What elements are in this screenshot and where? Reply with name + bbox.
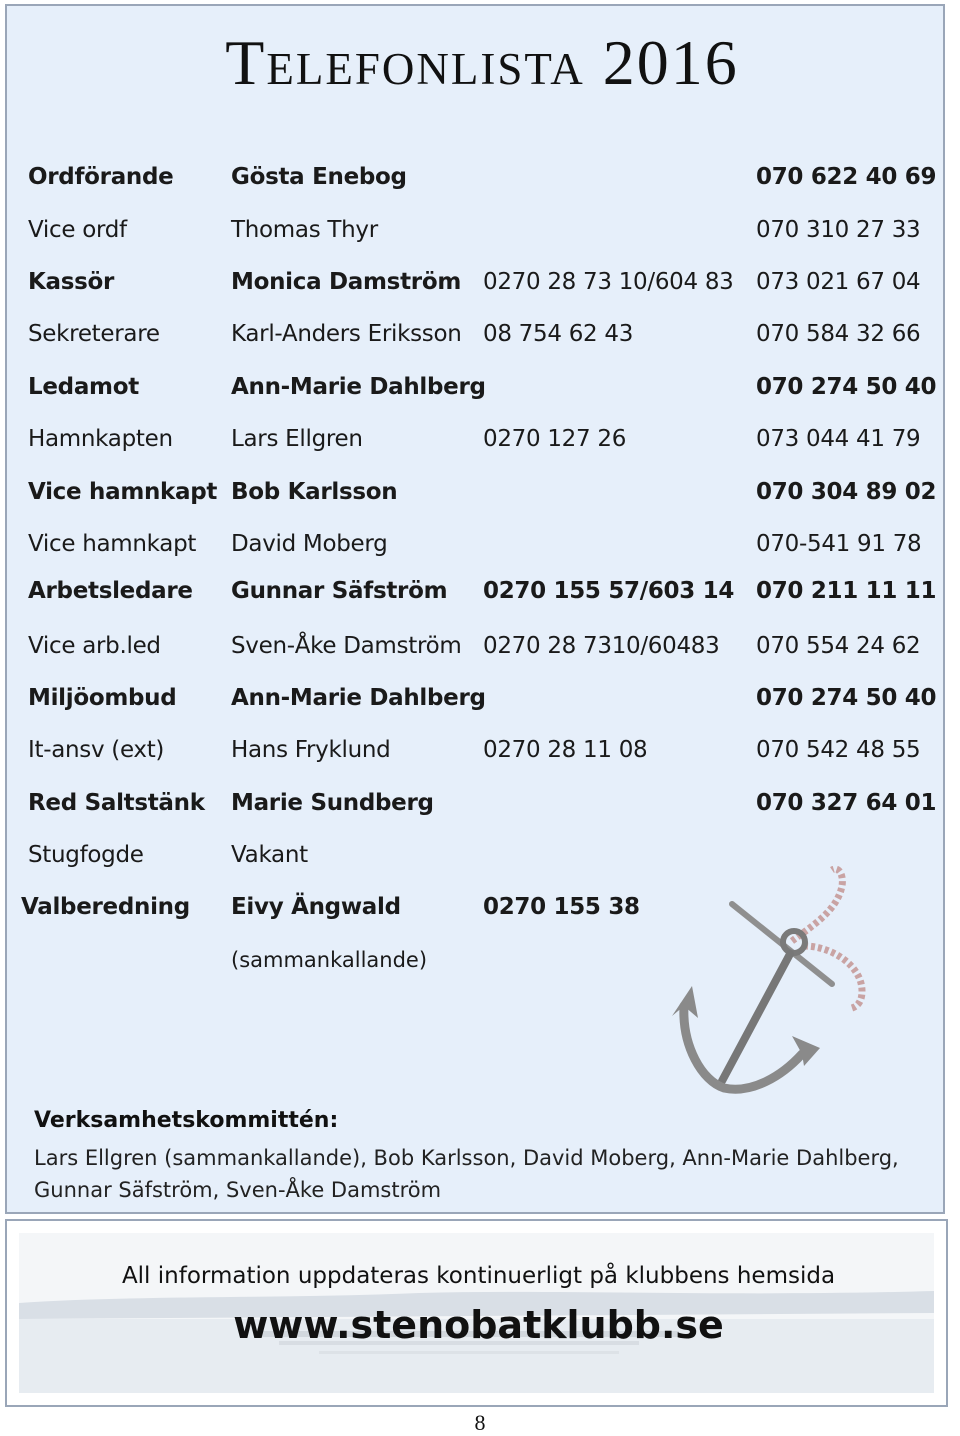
phone-mobile: 070 554 24 62 [756,633,921,659]
phone-mobile: 070 211 11 11 [756,578,937,604]
person-name: Marie Sundberg [231,790,434,816]
phone-mobile: 070 310 27 33 [756,217,921,243]
phone-home: 0270 28 73 10/604 83 [483,269,734,295]
contact-row [7,164,957,204]
phone-mobile: 070 304 89 02 [756,479,937,505]
role-label: It-ansv (ext) [28,737,165,763]
phone-mobile: 070 274 50 40 [756,374,937,400]
phone-list-panel [5,4,945,1214]
page-number: 8 [474,1410,486,1435]
phone-home: 0270 155 38 [483,894,640,920]
phone-mobile: 073 021 67 04 [756,269,921,295]
committee-heading: Verksamhetskommittén: [34,1108,339,1133]
contact-row [7,321,957,361]
contact-row [7,633,957,673]
phone-mobile: 070 622 40 69 [756,164,937,190]
phone-home: 0270 28 7310/60483 [483,633,720,659]
person-name: Monica Damström [231,269,461,295]
role-label: Vice arb.led [28,633,161,659]
phone-mobile: 070 542 48 55 [756,737,921,763]
contact-row [7,217,957,257]
role-label: Vice hamnkapt [28,531,197,557]
person-name: Sven-Åke Damström [231,633,462,659]
contact-row [7,426,957,466]
contact-row [7,479,957,519]
committee-line: Gunnar Säfström, Sven-Åke Damström [34,1178,442,1202]
page-title: Telefonlista 2016 [225,27,739,98]
role-label: Vice hamnkapt [28,479,218,505]
convener-note: (sammankallande) [231,948,428,972]
person-name: Vakant [231,842,308,868]
person-name: Ann-Marie Dahlberg [231,374,486,400]
role-label: Arbetsledare [28,578,193,604]
phone-mobile: 070-541 91 78 [756,531,922,557]
anchor-icon [662,866,882,1106]
contact-row [7,685,957,725]
website-link[interactable]: www.stenobatklubb.se [233,1303,724,1347]
person-name: Thomas Thyr [231,217,378,243]
contact-row [7,578,957,618]
role-label: Miljöombud [28,685,177,711]
phone-home: 0270 28 11 08 [483,737,648,763]
phone-home: 0270 155 57/603 14 [483,578,735,604]
person-name: Karl-Anders Eriksson [231,321,462,347]
person-name: Ann-Marie Dahlberg [231,685,486,711]
phone-mobile: 070 584 32 66 [756,321,921,347]
person-name: Gösta Enebog [231,164,407,190]
phone-home: 0270 127 26 [483,426,627,452]
role-label: Kassör [28,269,115,295]
contact-row [7,790,957,830]
contact-row [7,269,957,309]
contact-row [7,737,957,777]
role-label: Sekreterare [28,321,160,347]
role-label: Valberedning [21,894,190,920]
footer-banner [5,1219,948,1407]
role-label: Stugfogde [28,842,144,868]
phone-mobile: 070 274 50 40 [756,685,937,711]
role-label: Red Saltstänk [28,790,205,816]
committee-line: Lars Ellgren (sammankallande), Bob Karlsson, David Moberg, Ann-Marie Dahlberg, [34,1146,899,1170]
role-label: Ledamot [28,374,139,400]
person-name: Hans Fryklund [231,737,391,763]
role-label: Vice ordf [28,217,127,243]
person-name: Lars Ellgren [231,426,363,452]
phone-mobile: 070 327 64 01 [756,790,937,816]
person-name: David Moberg [231,531,388,557]
footer-info-text: All information uppdateras kontinuerligt på klubbens hemsida [121,1263,836,1289]
contact-row [7,531,957,571]
person-name: Eivy Ängwald [231,894,401,920]
person-name: Gunnar Säfström [231,578,448,604]
phone-home: 08 754 62 43 [483,321,634,347]
role-label: Hamnkapten [28,426,173,452]
contact-row [7,374,957,414]
role-label: Ordförande [28,164,174,190]
committee-members [34,1142,934,1206]
phone-mobile: 073 044 41 79 [756,426,921,452]
person-name: Bob Karlsson [231,479,398,505]
